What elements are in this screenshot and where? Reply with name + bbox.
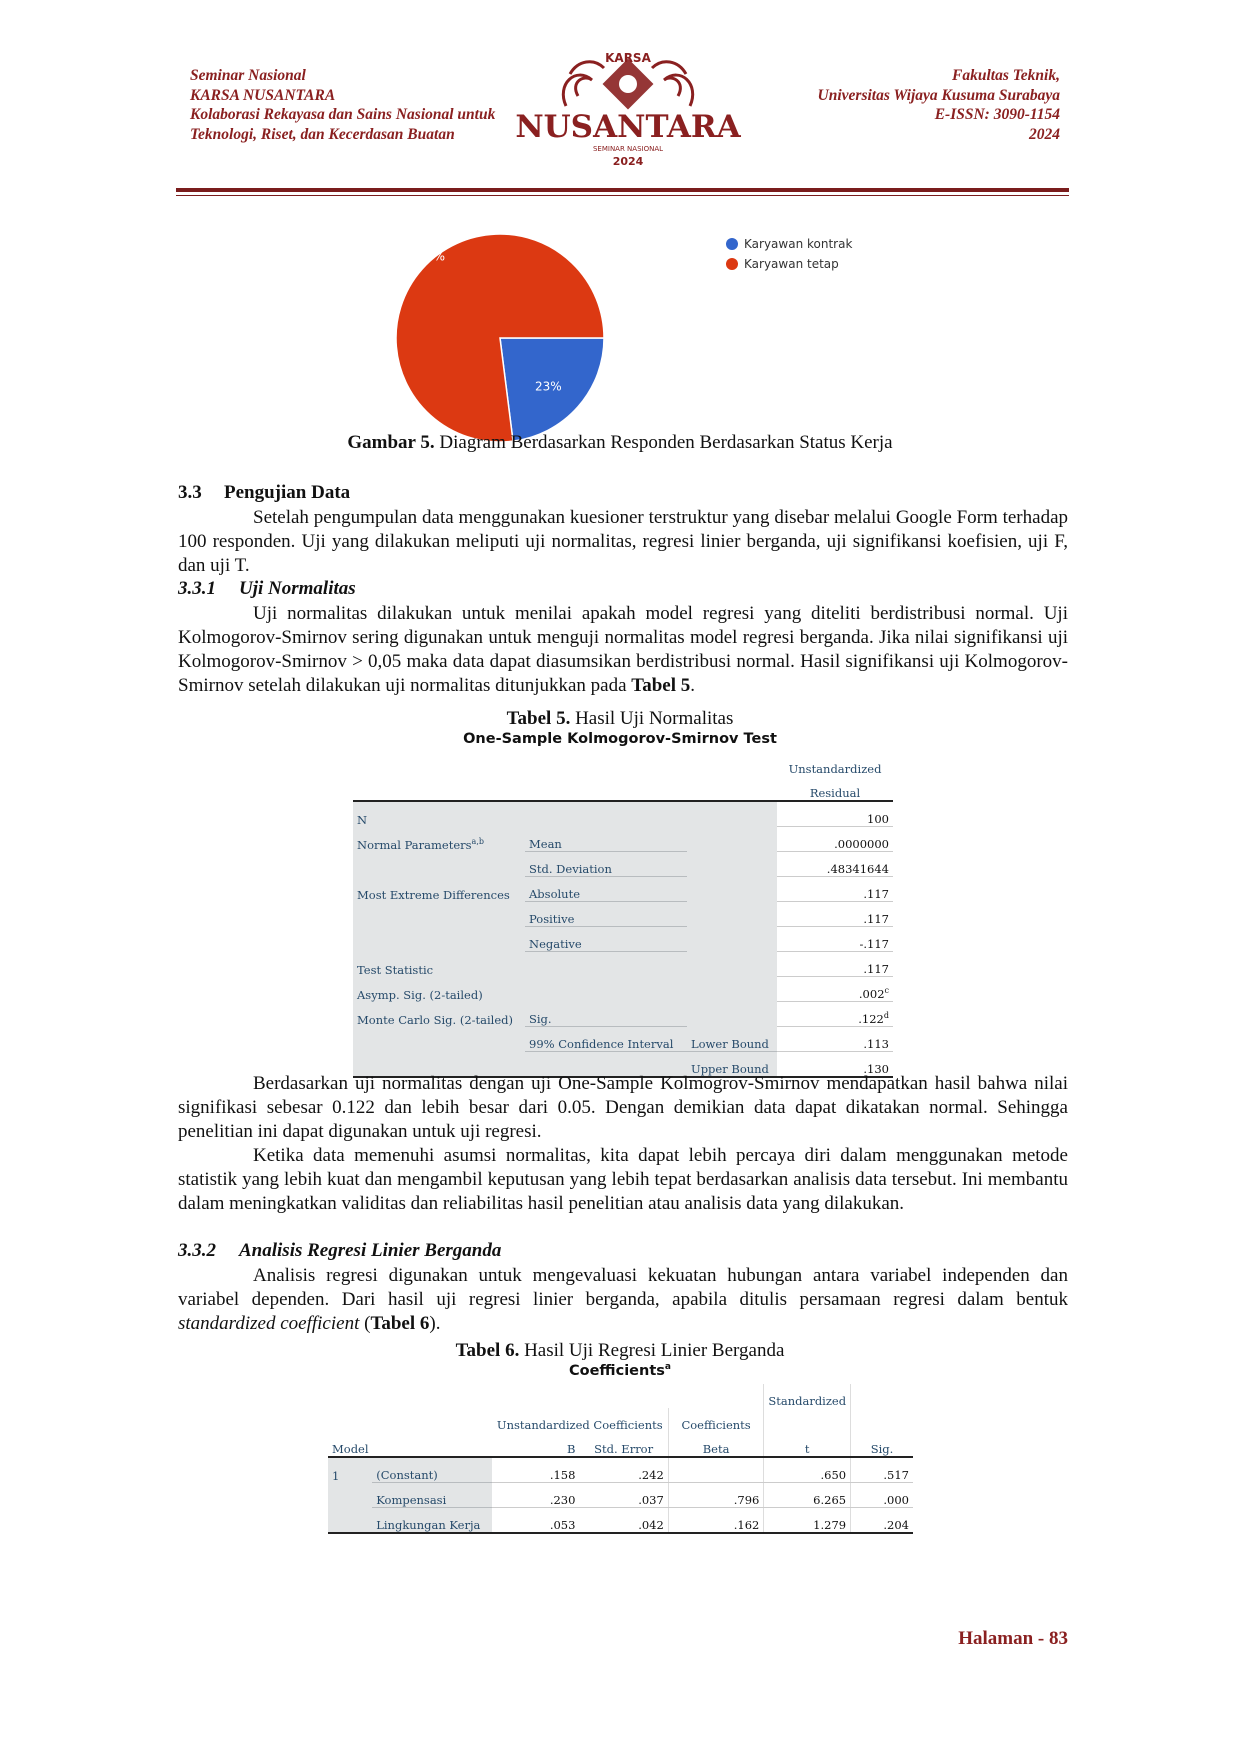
row-bound-label: Upper Bound [687, 1052, 777, 1078]
caption-text: Diagram Berdasarkan Responden Berdasarkan Status Kerja [434, 432, 893, 453]
sig-value: .517 [851, 1457, 913, 1483]
paragraph-text: Analisis regresi digunakan untuk mengevaluasi kekuatan hubungan antara variabel independen dan variabel dependen. Dari hasil uji regresi linier berganda, apabila ditulis persamaan regresi dalam bentuk [178, 1265, 1068, 1310]
table-row [353, 927, 893, 952]
t-value: 6.265 [764, 1483, 851, 1508]
blank-cell [328, 1408, 372, 1432]
col-header: Standardized [764, 1384, 851, 1408]
row-bound-label [687, 952, 777, 977]
row-label-text: Asymp. Sig. (2-tailed) [357, 987, 483, 1002]
t-value: 1.279 [764, 1508, 851, 1534]
col-header: Model [332, 1442, 369, 1456]
row-value [777, 877, 893, 902]
row-bound-label [687, 977, 777, 1002]
table-ref: Tabel 6 [370, 1313, 430, 1334]
karsa-nusantara-logo [515, 44, 741, 174]
row-label-text: N [357, 812, 368, 827]
subsection-heading [178, 578, 356, 600]
t-value: .650 [764, 1457, 851, 1483]
table-row [328, 1457, 913, 1483]
row-sublabel: Absolute [525, 877, 687, 902]
row-label-text: Test Statistic [357, 962, 434, 977]
row-label [353, 801, 525, 827]
predictor-name: Kompensasi [372, 1483, 492, 1508]
row-value-text: .130 [863, 1062, 889, 1076]
row-bound-label [687, 877, 777, 902]
subsection-number: 3.3.1 [178, 578, 216, 599]
pie-chart [390, 228, 610, 453]
row-bound-label [687, 902, 777, 927]
row-bound-label [687, 801, 777, 827]
row-value [777, 1002, 893, 1027]
paragraph: Ketika data memenuhi asumsi normalitas, kita dapat lebih percaya diri dalam menggunakan metode statistik yang lebih kuat dan mengambil keputusan yang lebih tepat berdasarkan analisis data tersebut. Ini membantu dalam meningkatkan validitas dan reliabilitas hasil penelitian atau analisis data yang dilakukan. [178, 1145, 1068, 1214]
col-header: Std. Error [594, 1442, 654, 1456]
row-sublabel: Negative [525, 927, 687, 952]
row-label [353, 902, 525, 927]
row-sublabel: 99% Confidence Interval [525, 1027, 687, 1052]
col-header: Residual [809, 786, 861, 800]
paragraph: Berdasarkan uji normalitas dengan uji One-Sample Kolmogrov-Smirnov mendapatkan hasil bahwa nilai signifikasi sebesar 0.122 dan lebih besar dari 0.05. Dengan demikian data dapat dikatakan normal. Sehingga penelitian ini dapat digunakan untuk uji regresi. [178, 1073, 1068, 1142]
row-sublabel [525, 952, 687, 977]
logo-ribbon-text: SEMINAR NASIONAL [592, 145, 664, 153]
row-value [777, 902, 893, 927]
row-label [353, 977, 525, 1002]
col-header: Coefficients [668, 1408, 764, 1432]
legend-label: Karyawan kontrak [744, 237, 853, 251]
col-header: Sig. [851, 1432, 913, 1457]
table-row [353, 1027, 893, 1052]
row-label [353, 852, 525, 877]
table-title-text: Coefficients [569, 1362, 665, 1379]
col-header: t [764, 1432, 851, 1457]
table-row [353, 1002, 893, 1027]
row-bound-label: Lower Bound [687, 1027, 777, 1052]
row-value-text: 100 [867, 812, 889, 826]
table-row [353, 852, 893, 877]
coef-b: .053 [492, 1508, 580, 1534]
table-row [353, 952, 893, 977]
paragraph-text: Uji normalitas dilakukan untuk menilai apakah model regresi yang diteliti berdistribusi normal. Uji Kolmogorov-Smirnov sering digunakan untuk menguji normalitas model regresi berganda. Jika nilai signifikansi uji Kolmogorov-Smirnov > 0,05 maka data dapat diasumsikan berdistribusi normal. Hasil signifikansi uji Kolmogorov-Smirnov setelah dilakukan uji normalitas ditunjukkan pada [178, 603, 1068, 696]
row-value [777, 852, 893, 877]
caption-label: Tabel 6. [455, 1340, 520, 1361]
pie-slice-label: 23% [535, 379, 562, 394]
coef-se: .242 [579, 1457, 668, 1483]
header-rule-thick [176, 188, 1069, 192]
coef-beta [668, 1457, 764, 1483]
table-ref: Tabel 5 [631, 675, 691, 696]
subsection-number: 3.3.2 [178, 1240, 216, 1261]
row-value [777, 977, 893, 1002]
row-label [353, 827, 525, 852]
col-header: Beta [668, 1432, 764, 1457]
logo-year-text: 2024 [612, 155, 644, 168]
row-value-text: -.117 [859, 937, 889, 951]
row-value [777, 827, 893, 852]
caption-label: Gambar 5. [347, 432, 435, 453]
model-number: 1 [328, 1457, 372, 1483]
row-value-text: .117 [863, 887, 889, 901]
row-label-text: Monte Carlo Sig. (2-tailed) [357, 1012, 514, 1027]
row-bound-label [687, 1002, 777, 1027]
row-value-text: .48341644 [826, 862, 889, 876]
paragraph-end: ). [429, 1313, 441, 1334]
subsection-title: Uji Normalitas [239, 578, 356, 599]
header-right [818, 66, 1060, 144]
header-rule-thin [176, 195, 1069, 196]
table-row [353, 801, 893, 827]
subsection-title: Analisis Regresi Linier Berganda [239, 1240, 502, 1261]
row-value-text: .113 [863, 1037, 889, 1051]
section-title: Pengujian Data [224, 482, 351, 503]
row-bound-label [687, 852, 777, 877]
coefficients-table [328, 1384, 913, 1534]
row-value [777, 927, 893, 952]
row-label [353, 1027, 525, 1052]
chart-legend [726, 234, 852, 274]
row-value-text: .002 [858, 987, 885, 1001]
row-sublabel: Sig. [525, 1002, 687, 1027]
sig-value: .204 [851, 1508, 913, 1534]
legend-dot-icon [726, 238, 738, 250]
coef-se: .042 [579, 1508, 668, 1534]
section-3-3-1-body [178, 602, 1068, 698]
legend-dot-icon [726, 258, 738, 270]
header-right-line: Fakultas Teknik, [952, 67, 1060, 84]
paragraph [178, 602, 1068, 698]
table-row [328, 1483, 913, 1508]
row-label [353, 877, 525, 902]
pie-svg [390, 228, 610, 448]
header-right-line: E-ISSN: 3090-1154 [934, 106, 1060, 123]
caption-text: Hasil Uji Regresi Linier Berganda [519, 1340, 785, 1361]
header-left-line: Kolaborasi Rekayasa dan Sains Nasional untuk [190, 106, 496, 123]
row-sublabel: Mean [525, 827, 687, 852]
subsection-heading [178, 1240, 501, 1262]
paragraph-text: ( [359, 1313, 371, 1334]
caption-label: Tabel 5. [506, 708, 571, 729]
row-label [353, 927, 525, 952]
legend-item-kontrak [726, 234, 852, 254]
table-5-caption [0, 708, 1240, 730]
row-label [353, 1002, 525, 1027]
predictor-name: (Constant) [372, 1457, 492, 1483]
row-value [777, 1027, 893, 1052]
normality-table [353, 752, 893, 1078]
section-3-3-2-body [178, 1264, 1068, 1336]
table-row [353, 977, 893, 1002]
row-value-text: .117 [863, 912, 889, 926]
row-value [777, 952, 893, 977]
row-value-text: .117 [863, 962, 889, 976]
header-left-line: Seminar Nasional [190, 67, 306, 84]
table-row [353, 877, 893, 902]
row-label-text: Most Extreme Differences [357, 887, 510, 902]
section-number: 3.3 [178, 482, 202, 503]
col-header: B [566, 1442, 576, 1456]
row-value [777, 801, 893, 827]
sig-value: .000 [851, 1483, 913, 1508]
figure-5-caption [0, 432, 1240, 454]
table-6-caption [0, 1340, 1240, 1362]
header-right-line: 2024 [1029, 125, 1060, 143]
row-sublabel [525, 801, 687, 827]
model-number [328, 1508, 372, 1534]
blank-cell [764, 1408, 851, 1432]
footnote-mark: a,b [471, 836, 484, 846]
legend-label: Karyawan tetap [744, 257, 839, 271]
table-5-title: One-Sample Kolmogorov-Smirnov Test [463, 731, 777, 747]
header-left [190, 66, 495, 144]
footnote-mark: c [884, 986, 889, 996]
coef-beta: .162 [668, 1508, 764, 1534]
header-right-line: Universitas Wijaya Kusuma Surabaya [817, 86, 1060, 104]
table-row [353, 902, 893, 927]
row-bound-label [687, 827, 777, 852]
predictor-name: Lingkungan Kerja [372, 1508, 492, 1534]
col-header: Unstandardized Coefficients [496, 1418, 663, 1432]
col-header: Unstandardized [788, 762, 882, 776]
row-value-text: .122 [858, 1012, 884, 1026]
legend-item-tetap [726, 254, 852, 274]
row-sublabel: Std. Deviation [525, 852, 687, 877]
pie-slice-label: 77% [418, 249, 445, 264]
row-value-text: .0000000 [834, 837, 889, 851]
coef-b: .158 [492, 1457, 580, 1483]
row-label-text: Normal Parameters [357, 837, 472, 852]
coef-se: .037 [579, 1483, 668, 1508]
section-3-3-body [178, 506, 1068, 578]
table-title-sup: a [664, 1362, 671, 1372]
blank-cell [372, 1408, 492, 1432]
caption-text: Hasil Uji Normalitas [570, 708, 734, 729]
row-label [353, 952, 525, 977]
after-table-5-body [178, 1072, 1068, 1216]
logo-main-text: NUSANTARA [515, 109, 741, 145]
footnote-mark: d [883, 1011, 889, 1021]
coef-b: .230 [492, 1483, 580, 1508]
paragraph: Setelah pengumpulan data menggunakan kuesioner terstruktur yang disebar melalui Google Form terhadap 100 responden. Uji yang dilakukan meliputi uji normalitas, regresi linier berganda, uji signifikansi koefisien, uji F, dan uji T. [178, 507, 1068, 576]
paragraph-end: . [690, 675, 695, 696]
page-number: Halaman - 83 [958, 1628, 1068, 1649]
paragraph [178, 1264, 1068, 1336]
blank-cell [851, 1408, 913, 1432]
table-6-title [0, 1362, 1240, 1379]
italic-term: standardized coefficient [178, 1313, 360, 1334]
logo-top-text: KARSA [605, 51, 651, 65]
section-heading [178, 482, 350, 504]
header-left-line: Teknologi, Riset, dan Kecerdasan Buatan [190, 125, 455, 143]
row-bound-label [687, 927, 777, 952]
row-sublabel: Positive [525, 902, 687, 927]
model-number [328, 1483, 372, 1508]
table-row [328, 1508, 913, 1534]
header-left-line: KARSA NUSANTARA [190, 86, 336, 104]
coef-beta: .796 [668, 1483, 764, 1508]
row-sublabel [525, 977, 687, 1002]
table-row [353, 827, 893, 852]
